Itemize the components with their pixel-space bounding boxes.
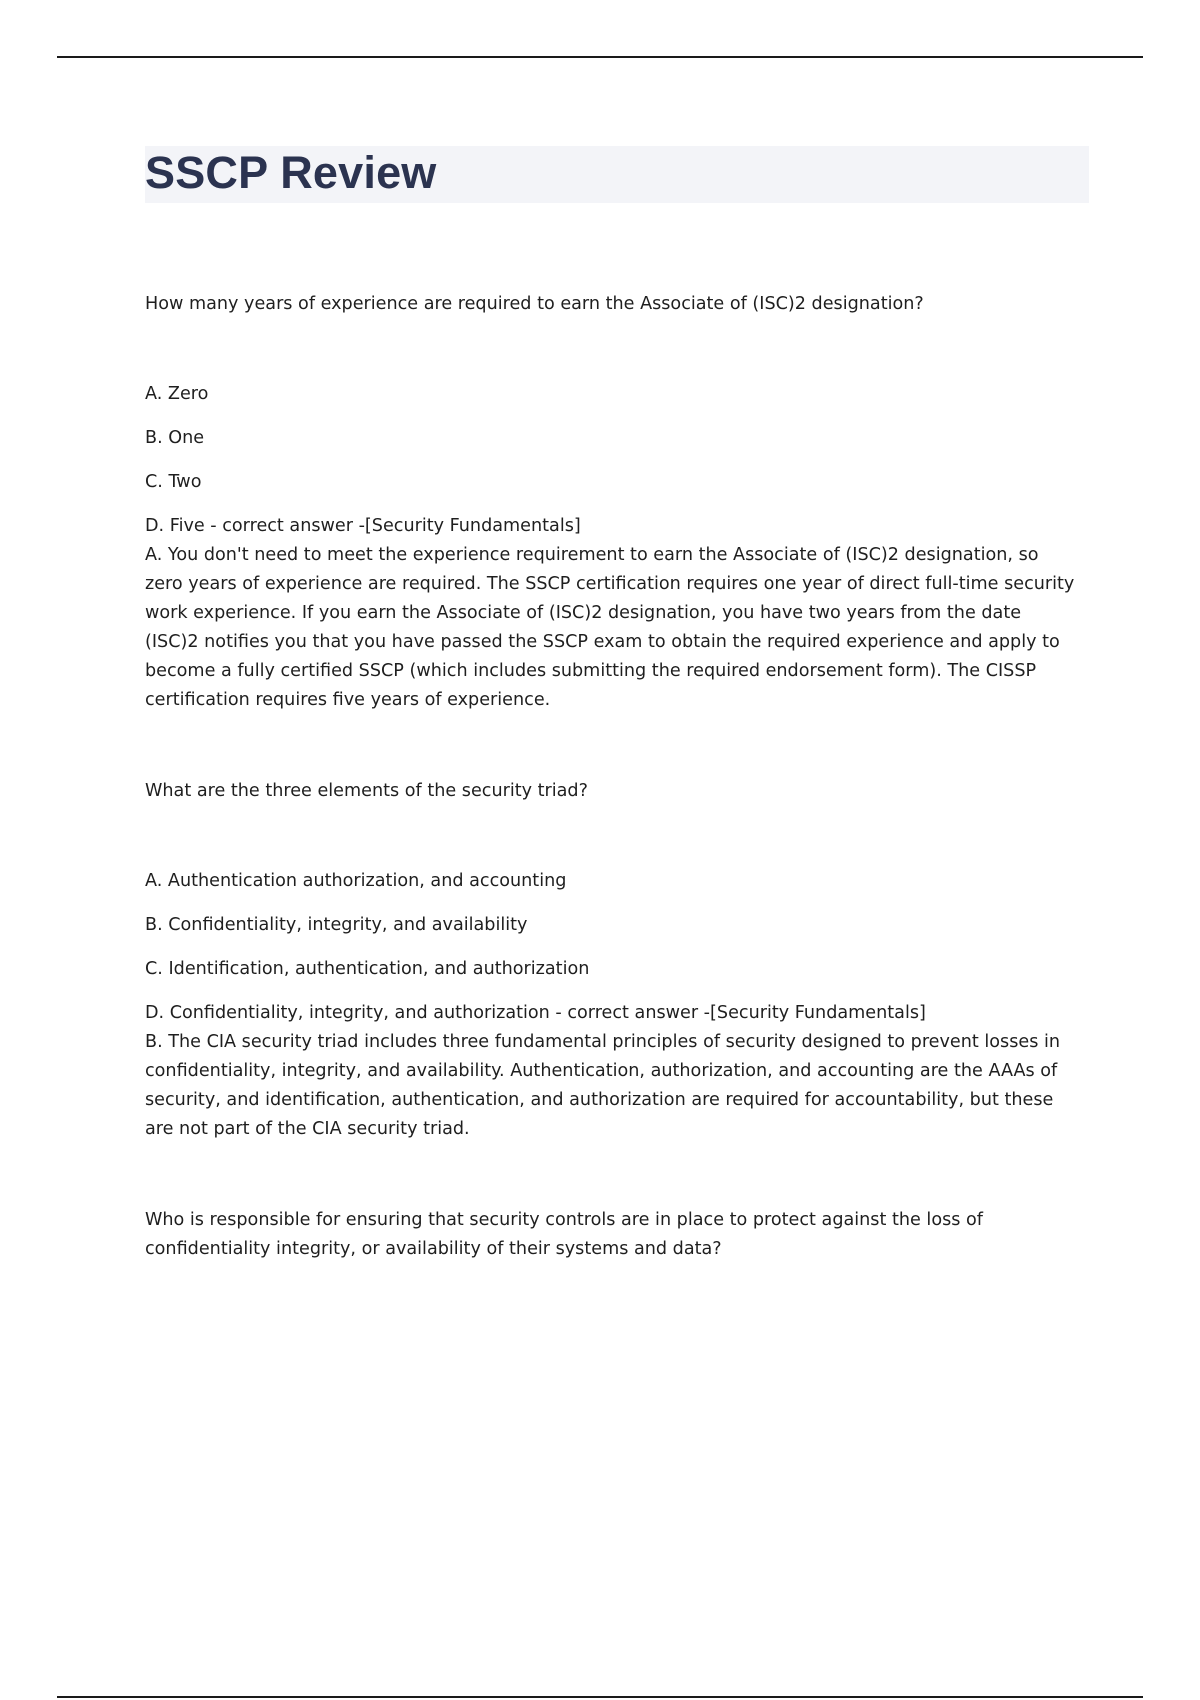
question-block-3 bbox=[145, 1206, 1080, 1264]
answer-options bbox=[145, 380, 1080, 541]
answer-option: B. One bbox=[145, 428, 205, 448]
answer-option: A. Authentication authorization, and accounting bbox=[145, 871, 567, 891]
answer-explanation: A. You don't need to meet the experience requirement to earn the Associate of (ISC)2 designation, so zero years of experience are required. The SSCP certification requires one year of direct full-time security work experience. If you earn the Associate of (ISC)2 designation, you have two years from the date (ISC)2 notifies you that you have passed the SSCP exam to obtain the required experience and apply to become a fully certified SSCP (which includes submitting the required endorsement form). The CISSP certification requires five years of experience. bbox=[145, 545, 1075, 710]
header-rule bbox=[57, 56, 1143, 58]
question-text: Who is responsible for ensuring that security controls are in place to protect against the loss of confidentiality integrity, or availability of their systems and data? bbox=[145, 1210, 983, 1259]
page-title: SSCP Review bbox=[145, 147, 437, 198]
answer-option: D. Five - correct answer -[Security Fundamentals] bbox=[145, 516, 581, 536]
spacer bbox=[145, 715, 1080, 777]
footer-rule bbox=[57, 1696, 1143, 1698]
answer-explanation: B. The CIA security triad includes three fundamental principles of security designed to prevent losses in confidentiality, integrity, and availability. Authentication, authorization, and accounting are the AAAs of security, and identification, authentication, and authorization are required for accountability, but these are not part of the CIA security triad. bbox=[145, 1032, 1060, 1139]
answer-option: C. Identification, authentication, and authorization bbox=[145, 959, 590, 979]
answer-option: A. Zero bbox=[145, 384, 209, 404]
answer-option: B. Confidentiality, integrity, and availability bbox=[145, 915, 528, 935]
answer-option: C. Two bbox=[145, 472, 202, 492]
answer-option: D. Confidentiality, integrity, and authorization - correct answer -[Security Fundamentals] bbox=[145, 1003, 926, 1023]
question-block-1 bbox=[145, 290, 1080, 715]
spacer bbox=[145, 1144, 1080, 1206]
question-block-2 bbox=[145, 777, 1080, 1144]
document-body bbox=[145, 290, 1080, 1264]
answer-options bbox=[145, 867, 1080, 1028]
question-text: How many years of experience are required to earn the Associate of (ISC)2 designation? bbox=[145, 294, 924, 314]
question-text: What are the three elements of the security triad? bbox=[145, 781, 588, 801]
